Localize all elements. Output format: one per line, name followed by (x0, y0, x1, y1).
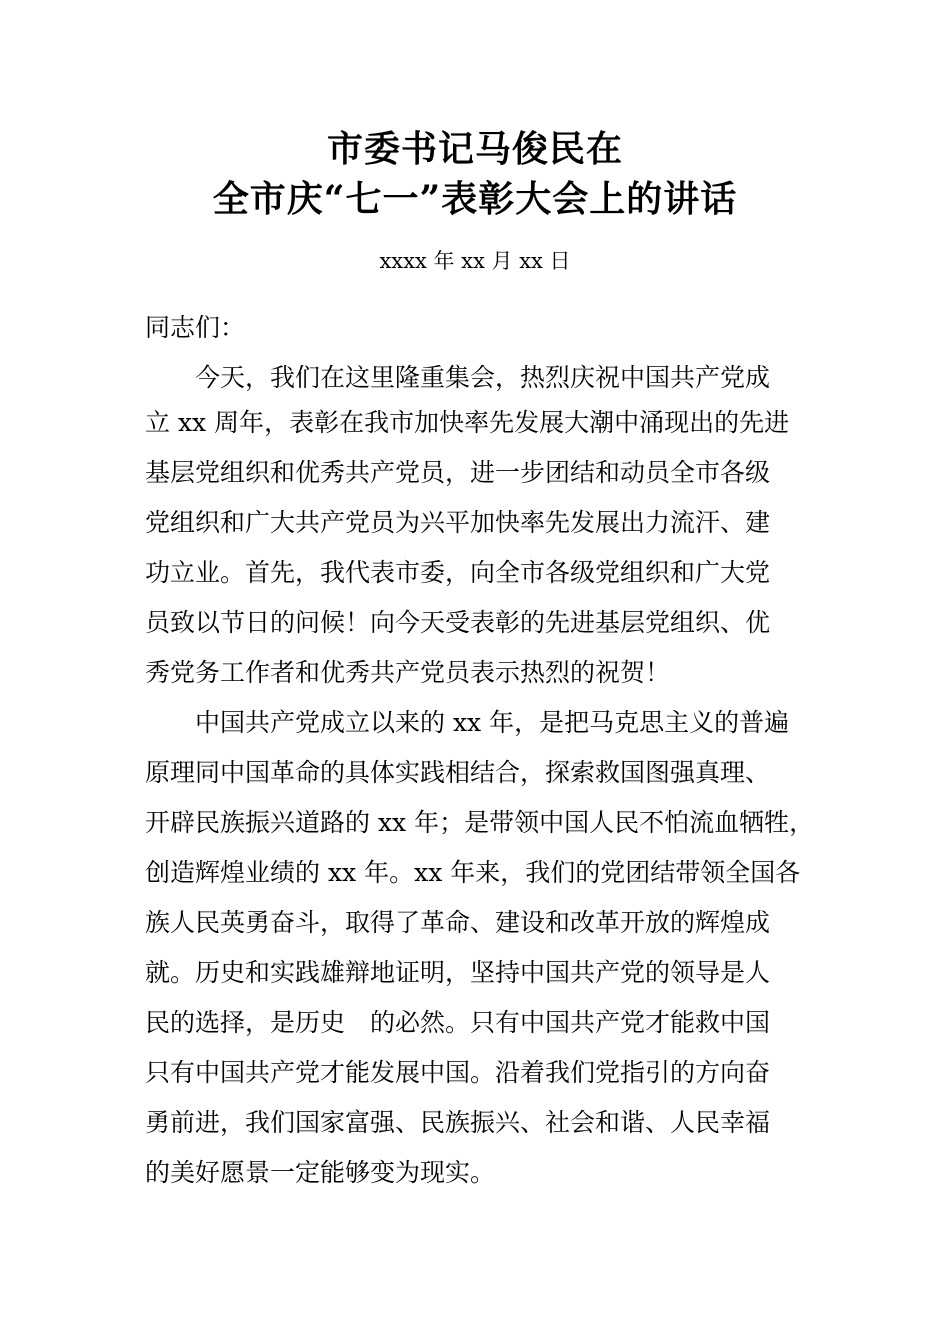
paragraph-2-line-3: 开辟民族振兴道路的 xx 年；是带领中国人民不怕流血牺牲， (145, 808, 815, 837)
paragraph-2-line-1: 中国共产党成立以来的 xx 年，是把马克思主义的普遍 (195, 708, 790, 737)
title-line-1: 市委书记马俊民在 (326, 128, 623, 170)
paragraph-1-line-2: 立 xx 周年，表彰在我市加快率先发展大潮中涌现出的先进 (145, 408, 790, 437)
salutation: 同志们： (145, 313, 246, 342)
speech-date: xxxx 年 xx 月 xx 日 (379, 249, 571, 273)
paragraph-2-line-2: 原理同中国革命的具体实践相结合，探索救国图强真理、 (145, 758, 771, 787)
paragraph-1-line-5: 功立业。首先，我代表市委，向全市各级党组织和广大党 (145, 558, 771, 587)
paragraph-2-line-5: 族人民英勇奋斗，取得了革命、建设和改革开放的辉煌成 (145, 908, 771, 937)
paragraph-2-line-10: 的美好愿景一定能够变为现实。 (145, 1158, 496, 1187)
paragraph-2-line-7: 民的选择，是历史 的必然。只有中国共产党才能救中国 (145, 1008, 771, 1037)
paragraph-1-line-7: 秀党务工作者和优秀共产党员表示热烈的祝贺！ (145, 658, 671, 687)
paragraph-1-line-1: 今天，我们在这里隆重集会，热烈庆祝中国共产党成 (195, 363, 771, 392)
paragraph-2-line-8: 只有中国共产党才能发展中国。沿着我们党指引的方向奋 (145, 1058, 771, 1087)
paragraph-2-line-9: 勇前进，我们国家富强、民族振兴、社会和谐、人民幸福 (145, 1108, 771, 1137)
paragraph-2-line-4: 创造辉煌业绩的 xx 年。xx 年来，我们的党团结带领全国各 (145, 858, 801, 887)
paragraph-1-line-3: 基层党组织和优秀共产党员，进一步团结和动员全市各级 (145, 458, 771, 487)
paragraph-1-line-4: 党组织和广大共产党员为兴平加快率先发展出力流汗、建 (145, 508, 771, 537)
title-line-2: 全市庆“七一”表彰大会上的讲话 (212, 178, 738, 220)
paragraph-1-line-6: 员致以节日的问候！向今天受表彰的先进基层党组织、优 (145, 608, 771, 637)
paragraph-2-line-6: 就。历史和实践雄辩地证明，坚持中国共产党的领导是人 (145, 958, 771, 987)
